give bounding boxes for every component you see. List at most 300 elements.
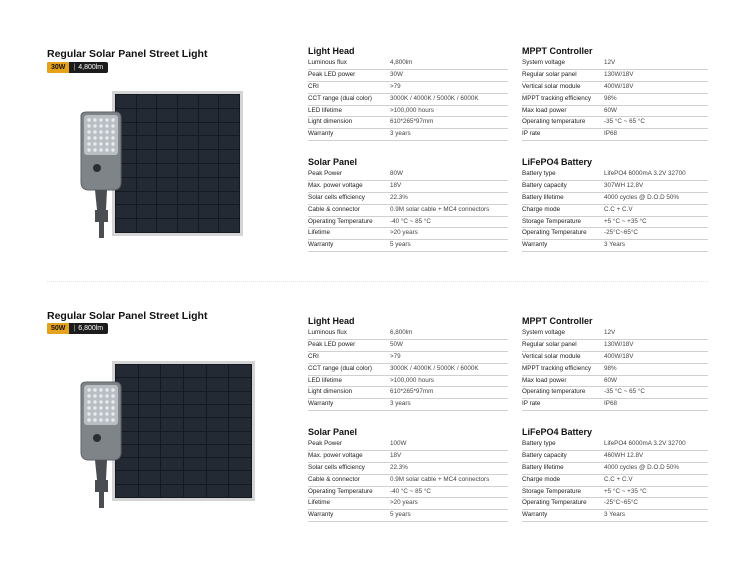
spec-key: Luminous flux bbox=[308, 329, 347, 336]
spec-row bbox=[308, 364, 508, 376]
spec-row bbox=[522, 94, 708, 106]
solar-cell bbox=[139, 365, 161, 377]
spec-key: Operating Temperature bbox=[522, 229, 587, 237]
solar-cell bbox=[184, 485, 206, 497]
spec-key: Max. power voltage bbox=[308, 451, 363, 459]
spec-key: Luminous flux bbox=[308, 59, 347, 66]
solar-cell bbox=[199, 123, 219, 136]
battery-spec bbox=[522, 155, 708, 252]
spec-key: Peak LED power bbox=[308, 70, 356, 78]
solar-cell bbox=[199, 192, 219, 205]
solar-cell bbox=[139, 378, 161, 390]
spec-value: -35 °C ~ 65 °C bbox=[604, 388, 645, 396]
spec-value: 5 years bbox=[390, 241, 411, 249]
spec-key: Operating Temperature bbox=[308, 487, 373, 495]
solar-cell bbox=[219, 164, 239, 177]
spec-row bbox=[522, 498, 708, 510]
solar-cell bbox=[137, 192, 157, 205]
spec-row bbox=[522, 510, 708, 522]
solar-cell bbox=[161, 485, 183, 497]
section-title: MPPT Controller bbox=[522, 316, 593, 326]
spec-value: 18V bbox=[390, 451, 402, 459]
solar-cell bbox=[184, 365, 206, 377]
solar-cell bbox=[178, 150, 198, 163]
spec-value: C.C + C.V bbox=[604, 475, 633, 483]
solar-cell bbox=[199, 219, 219, 232]
spec-key: Battery lifetime bbox=[522, 463, 564, 471]
spec-value: 18V bbox=[390, 181, 402, 189]
solar-cell bbox=[207, 485, 229, 497]
solar-cell bbox=[139, 418, 161, 430]
light-head-spec bbox=[308, 44, 508, 141]
solar-cell bbox=[157, 205, 177, 218]
spec-key: Peak LED power bbox=[308, 340, 356, 348]
solar-cell bbox=[139, 458, 161, 470]
solar-cell bbox=[207, 365, 229, 377]
spec-key: CRI bbox=[308, 352, 319, 360]
solar-cell bbox=[116, 365, 138, 377]
spec-value: 610*265*97mm bbox=[390, 388, 434, 396]
spec-value: -25°C~65°C bbox=[604, 229, 638, 237]
spec-row bbox=[308, 510, 508, 522]
spec-key: Cable & connector bbox=[308, 475, 360, 483]
spec-value: C.C + C.V bbox=[604, 205, 633, 213]
spec-row bbox=[308, 399, 508, 411]
section-title: Light Head bbox=[308, 316, 355, 326]
spec-row bbox=[308, 82, 508, 94]
solar-cell bbox=[137, 219, 157, 232]
spec-row bbox=[522, 439, 708, 451]
spec-value: >100,000 hours bbox=[390, 376, 434, 384]
spec-key: MPPT tracking efficiency bbox=[522, 364, 592, 372]
solar-cell bbox=[184, 432, 206, 444]
solar-cell bbox=[116, 95, 136, 108]
solar-cell bbox=[207, 458, 229, 470]
solar-cell bbox=[207, 405, 229, 417]
solar-cell bbox=[229, 392, 251, 404]
solar-cell bbox=[229, 432, 251, 444]
spec-key: System voltage bbox=[522, 59, 566, 66]
spec-row bbox=[522, 451, 708, 463]
solar-cell bbox=[161, 365, 183, 377]
spec-key: Solar cells efficiency bbox=[308, 193, 365, 201]
spec-key: LED lifetime bbox=[308, 376, 342, 384]
spec-value: LifePO4 6000mA 3.2V 32700 bbox=[604, 170, 686, 177]
spec-key: Battery capacity bbox=[522, 181, 567, 189]
spec-row bbox=[522, 193, 708, 205]
spec-row bbox=[308, 352, 508, 364]
badge-watt: 30W bbox=[47, 62, 69, 73]
spec-row bbox=[522, 70, 708, 82]
spec-row bbox=[522, 240, 708, 252]
spec-row bbox=[308, 498, 508, 510]
solar-cell bbox=[178, 109, 198, 122]
spec-row bbox=[308, 463, 508, 475]
solar-cell bbox=[199, 178, 219, 191]
solar-cell bbox=[207, 432, 229, 444]
spec-row bbox=[308, 193, 508, 205]
solar-panel-spec bbox=[308, 155, 508, 252]
spec-row bbox=[308, 181, 508, 193]
solar-cell bbox=[157, 123, 177, 136]
solar-cell bbox=[219, 136, 239, 149]
spec-value: >20 years bbox=[390, 229, 418, 237]
solar-cell bbox=[161, 445, 183, 457]
spec-key: Operating Temperature bbox=[308, 217, 373, 225]
solar-cell bbox=[178, 192, 198, 205]
solar-cell bbox=[207, 471, 229, 483]
spec-key: Warranty bbox=[522, 241, 548, 249]
spec-key: Warranty bbox=[308, 241, 334, 249]
solar-cell bbox=[184, 445, 206, 457]
solar-cell bbox=[229, 485, 251, 497]
solar-cell bbox=[161, 432, 183, 444]
solar-cell bbox=[178, 205, 198, 218]
solar-cell bbox=[139, 392, 161, 404]
spec-value: -35 °C ~ 65 °C bbox=[604, 118, 645, 126]
spec-row bbox=[522, 106, 708, 118]
spec-value: 3 years bbox=[390, 130, 411, 138]
spec-value: 98% bbox=[604, 364, 617, 372]
spec-value: >79 bbox=[390, 82, 401, 90]
solar-cell bbox=[178, 164, 198, 177]
spec-key: Light dimension bbox=[308, 118, 353, 126]
product-card-30w bbox=[0, 0, 748, 270]
solar-cell bbox=[137, 123, 157, 136]
solar-cell bbox=[184, 458, 206, 470]
solar-cell bbox=[199, 109, 219, 122]
solar-cell bbox=[137, 164, 157, 177]
solar-cell bbox=[137, 109, 157, 122]
spec-key: CCT range (dual color) bbox=[308, 94, 372, 102]
spec-value: >100,000 hours bbox=[390, 106, 434, 114]
spec-value: 3 years bbox=[390, 400, 411, 408]
solar-cell bbox=[219, 109, 239, 122]
spec-row bbox=[308, 228, 508, 240]
spec-key: Warranty bbox=[522, 511, 548, 519]
spec-key: Lifetime bbox=[308, 499, 331, 507]
spec-key: Warranty bbox=[308, 400, 334, 408]
spec-value: 400W/18V bbox=[604, 82, 634, 90]
solar-cell bbox=[229, 445, 251, 457]
spec-row bbox=[522, 475, 708, 487]
spec-rows bbox=[308, 169, 508, 252]
spec-row bbox=[308, 439, 508, 451]
spec-value: 4,800lm bbox=[390, 59, 413, 66]
solar-cell bbox=[207, 445, 229, 457]
spec-row bbox=[308, 106, 508, 118]
solar-cell bbox=[207, 378, 229, 390]
spec-key: Battery type bbox=[522, 170, 556, 177]
solar-cell bbox=[161, 471, 183, 483]
spec-key: Lifetime bbox=[308, 229, 331, 237]
solar-cell bbox=[184, 392, 206, 404]
solar-cell bbox=[157, 192, 177, 205]
spec-row bbox=[522, 82, 708, 94]
spec-key: MPPT tracking efficiency bbox=[522, 94, 592, 102]
spec-value: +5 °C ~ +35 °C bbox=[604, 487, 647, 495]
spec-row bbox=[522, 129, 708, 141]
solar-cell bbox=[207, 418, 229, 430]
solar-cell bbox=[157, 178, 177, 191]
spec-value: -40 °C ~ 85 °C bbox=[390, 487, 431, 495]
street-light-head-image bbox=[75, 110, 125, 240]
spec-value: >79 bbox=[390, 352, 401, 360]
solar-cell bbox=[219, 150, 239, 163]
solar-cell bbox=[229, 458, 251, 470]
spec-rows bbox=[522, 439, 708, 522]
solar-cell bbox=[139, 485, 161, 497]
spec-key: Battery type bbox=[522, 440, 556, 447]
spec-row bbox=[522, 181, 708, 193]
spec-row bbox=[308, 117, 508, 129]
spec-value: IP68 bbox=[604, 130, 617, 138]
street-light-head-image bbox=[75, 380, 125, 510]
spec-row bbox=[308, 487, 508, 499]
solar-cell bbox=[161, 378, 183, 390]
badge-lumen: 4,800lm bbox=[78, 64, 104, 71]
section-title: Solar Panel bbox=[308, 157, 358, 167]
spec-row bbox=[522, 352, 708, 364]
solar-cell bbox=[199, 136, 219, 149]
spec-value: IP68 bbox=[604, 400, 617, 408]
spec-key: Vertical solar module bbox=[522, 352, 581, 360]
solar-cell bbox=[219, 205, 239, 218]
solar-cell bbox=[139, 445, 161, 457]
spec-value: 80W bbox=[390, 170, 403, 177]
section-title: MPPT Controller bbox=[522, 46, 593, 56]
solar-cell bbox=[219, 178, 239, 191]
solar-cells-grid bbox=[115, 94, 240, 233]
badge-separator: | bbox=[73, 64, 76, 71]
spec-key: System voltage bbox=[522, 329, 566, 336]
spec-value: 50W bbox=[390, 340, 403, 348]
spec-row bbox=[308, 340, 508, 352]
spec-rows bbox=[522, 328, 708, 411]
spec-rows bbox=[522, 58, 708, 141]
solar-cell bbox=[139, 432, 161, 444]
solar-cell bbox=[137, 136, 157, 149]
solar-cell bbox=[184, 378, 206, 390]
section-title: LiFePO4 Battery bbox=[522, 157, 593, 167]
spec-row bbox=[308, 240, 508, 252]
spec-value: 100W bbox=[390, 440, 407, 447]
spec-value: 3 Years bbox=[604, 241, 626, 249]
solar-cell bbox=[137, 205, 157, 218]
spec-key: Peak Power bbox=[308, 170, 342, 177]
spec-row bbox=[522, 399, 708, 411]
spec-key: CCT range (dual color) bbox=[308, 364, 372, 372]
solar-cell bbox=[229, 405, 251, 417]
solar-cell bbox=[219, 219, 239, 232]
solar-cell bbox=[184, 418, 206, 430]
spec-value: 130W/18V bbox=[604, 70, 634, 78]
solar-cell bbox=[178, 123, 198, 136]
power-badge bbox=[47, 323, 108, 334]
battery-spec bbox=[522, 425, 708, 522]
spec-key: Warranty bbox=[308, 130, 334, 138]
solar-cell bbox=[229, 365, 251, 377]
spec-key: IP rate bbox=[522, 130, 541, 138]
spec-value: 98% bbox=[604, 94, 617, 102]
spec-row bbox=[308, 451, 508, 463]
spec-rows bbox=[308, 439, 508, 522]
solar-cell bbox=[157, 95, 177, 108]
spec-key: Max. power voltage bbox=[308, 181, 363, 189]
spec-row bbox=[522, 364, 708, 376]
solar-cell bbox=[161, 392, 183, 404]
spec-row bbox=[308, 387, 508, 399]
spec-row bbox=[522, 228, 708, 240]
spec-key: Charge mode bbox=[522, 205, 561, 213]
section-title: Light Head bbox=[308, 46, 355, 56]
spec-row bbox=[522, 387, 708, 399]
spec-key: Operating Temperature bbox=[522, 499, 587, 507]
spec-value: 460WH 12.8V bbox=[604, 451, 644, 459]
spec-value: +5 °C ~ +35 °C bbox=[604, 217, 647, 225]
spec-key: Charge mode bbox=[522, 475, 561, 483]
spec-value: 12V bbox=[604, 59, 616, 66]
solar-cell bbox=[199, 205, 219, 218]
badge-separator: | bbox=[73, 325, 76, 332]
solar-panel-image bbox=[112, 91, 243, 236]
spec-key: Battery capacity bbox=[522, 451, 567, 459]
spec-key: Operating temperature bbox=[522, 118, 586, 126]
solar-cell bbox=[178, 95, 198, 108]
spec-key: Warranty bbox=[308, 511, 334, 519]
spec-rows bbox=[308, 328, 508, 411]
spec-row bbox=[522, 463, 708, 475]
spec-value: 30W bbox=[390, 70, 403, 78]
solar-cell bbox=[137, 178, 157, 191]
product-title: Regular Solar Panel Street Light bbox=[47, 310, 208, 322]
spec-value: 0.9M solar cable + MC4 connectors bbox=[390, 475, 490, 483]
solar-cell bbox=[219, 192, 239, 205]
solar-cell bbox=[229, 378, 251, 390]
spec-value: 22.3% bbox=[390, 463, 408, 471]
spec-row bbox=[308, 205, 508, 217]
spec-value: 60W bbox=[604, 106, 617, 114]
spec-key: Battery lifetime bbox=[522, 193, 564, 201]
solar-cell bbox=[219, 123, 239, 136]
spec-value: 3000K / 4000K / 5000K / 6000K bbox=[390, 94, 479, 102]
spec-rows bbox=[308, 58, 508, 141]
spec-value: 130W/18V bbox=[604, 340, 634, 348]
solar-cell bbox=[139, 405, 161, 417]
spec-row bbox=[308, 328, 508, 340]
solar-cell bbox=[157, 164, 177, 177]
spec-value: >20 years bbox=[390, 499, 418, 507]
solar-cell bbox=[178, 178, 198, 191]
spec-value: -40 °C ~ 85 °C bbox=[390, 217, 431, 225]
spec-row bbox=[308, 129, 508, 141]
spec-key: Max load power bbox=[522, 376, 567, 384]
spec-row bbox=[522, 376, 708, 388]
spec-key: Cable & connector bbox=[308, 205, 360, 213]
spec-row bbox=[308, 58, 508, 70]
solar-cell bbox=[207, 392, 229, 404]
solar-cell bbox=[137, 95, 157, 108]
spec-key: Storage Temperature bbox=[522, 487, 582, 495]
solar-cell bbox=[184, 405, 206, 417]
mppt-controller-spec bbox=[522, 44, 708, 141]
spec-key: Max load power bbox=[522, 106, 567, 114]
spec-row bbox=[522, 340, 708, 352]
spec-key: IP rate bbox=[522, 400, 541, 408]
mppt-controller-spec bbox=[522, 314, 708, 411]
spec-key: Regular solar panel bbox=[522, 70, 577, 78]
solar-cell bbox=[219, 95, 239, 108]
solar-cell bbox=[178, 219, 198, 232]
solar-cell bbox=[199, 164, 219, 177]
solar-cell bbox=[139, 471, 161, 483]
solar-cell bbox=[157, 150, 177, 163]
spec-key: Storage Temperature bbox=[522, 217, 582, 225]
spec-row bbox=[522, 328, 708, 340]
product-card-50w bbox=[0, 270, 748, 540]
spec-row bbox=[308, 94, 508, 106]
spec-value: 3 Years bbox=[604, 511, 626, 519]
spec-key: Light dimension bbox=[308, 388, 353, 396]
spec-row bbox=[522, 217, 708, 229]
solar-panel-spec bbox=[308, 425, 508, 522]
spec-value: 0.9M solar cable + MC4 connectors bbox=[390, 205, 490, 213]
solar-cell bbox=[161, 405, 183, 417]
power-badge bbox=[47, 62, 108, 73]
solar-cells-grid bbox=[115, 364, 252, 498]
solar-cell bbox=[157, 219, 177, 232]
solar-cell bbox=[178, 136, 198, 149]
spec-value: 60W bbox=[604, 376, 617, 384]
spec-value: 6,800lm bbox=[390, 329, 413, 336]
solar-cell bbox=[161, 418, 183, 430]
spec-row bbox=[522, 205, 708, 217]
badge-lumen: 6,800lm bbox=[78, 325, 104, 332]
solar-panel-image bbox=[112, 361, 255, 501]
solar-cell bbox=[161, 458, 183, 470]
solar-cell bbox=[199, 150, 219, 163]
spec-value: 400W/18V bbox=[604, 352, 634, 360]
spec-key: Operating temperature bbox=[522, 388, 586, 396]
spec-value: 610*265*97mm bbox=[390, 118, 434, 126]
spec-row bbox=[522, 487, 708, 499]
spec-value: 5 years bbox=[390, 511, 411, 519]
spec-row bbox=[308, 475, 508, 487]
spec-row bbox=[522, 117, 708, 129]
spec-value: 12V bbox=[604, 329, 616, 336]
spec-value: -25°C~65°C bbox=[604, 499, 638, 507]
solar-cell bbox=[157, 136, 177, 149]
spec-value: 3000K / 4000K / 5000K / 6000K bbox=[390, 364, 479, 372]
spec-rows bbox=[522, 169, 708, 252]
spec-value: 22.3% bbox=[390, 193, 408, 201]
solar-cell bbox=[229, 471, 251, 483]
spec-key: Peak Power bbox=[308, 440, 342, 447]
spec-row bbox=[308, 376, 508, 388]
spec-key: CRI bbox=[308, 82, 319, 90]
spec-key: Regular solar panel bbox=[522, 340, 577, 348]
spec-row bbox=[308, 169, 508, 181]
section-title: Solar Panel bbox=[308, 427, 358, 437]
product-title: Regular Solar Panel Street Light bbox=[47, 48, 208, 60]
spec-row bbox=[308, 70, 508, 82]
section-title: LiFePO4 Battery bbox=[522, 427, 593, 437]
solar-cell bbox=[229, 418, 251, 430]
solar-cell bbox=[157, 109, 177, 122]
spec-value: 4000 cycles @ D.O.D 50% bbox=[604, 193, 679, 201]
solar-cell bbox=[199, 95, 219, 108]
spec-key: Vertical solar module bbox=[522, 82, 581, 90]
